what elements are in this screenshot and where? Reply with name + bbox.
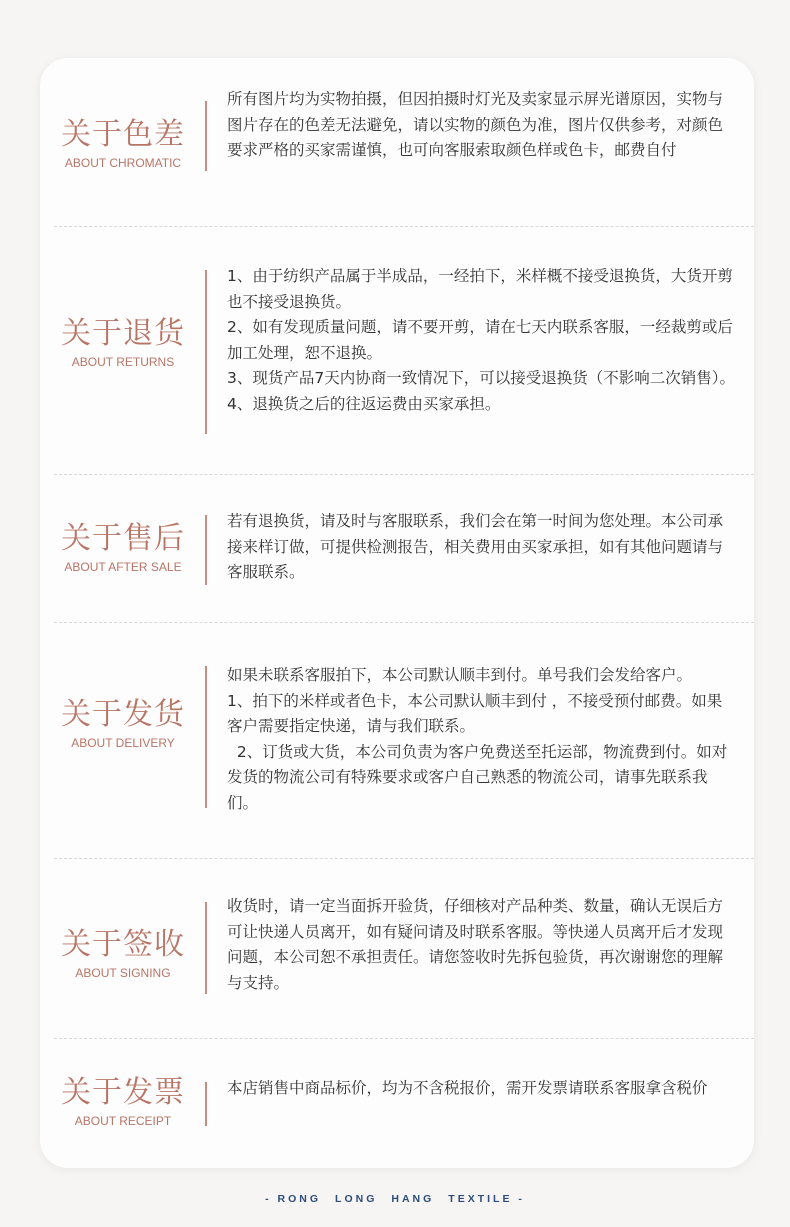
section-title-en: ABOUT CHROMATIC	[64, 156, 182, 170]
section-title-cn: 关于色差	[61, 117, 185, 152]
paragraph: 如果未联系客服拍下，本公司默认顺丰到付。单号我们会发给客户。	[227, 666, 693, 684]
paragraph: 3、现货产品7天内协商一致情况下，可以接受退换货（不影响二次销售）。	[227, 369, 735, 387]
section-body	[227, 1076, 737, 1102]
paragraph: 收货时，请一定当面拆开验货，仔细核对产品种类、数量，确认无误后方可让快递人员离开，如有疑问请及时联系客服。等快递人员离开后才发现问题，本公司恕不承担责任。请您签收时先拆包验货，再次谢谢您的理解与支持。	[227, 897, 724, 992]
footer-word: RONG	[277, 1193, 322, 1205]
info-card	[40, 58, 754, 1168]
paragraph: 本店销售中商品标价，均为不含税报价，需开发票请联系客服拿含税价	[227, 1079, 708, 1097]
section-title-en: ABOUT DELIVERY	[71, 736, 175, 750]
section-divider-line	[205, 902, 207, 994]
section-label	[40, 521, 206, 575]
section-label	[40, 1075, 206, 1129]
section-body	[227, 87, 737, 164]
section-divider-line	[205, 101, 207, 171]
section-title-en: ABOUT AFTER SALE	[64, 560, 182, 574]
footer-word: LONG	[335, 1193, 378, 1205]
dashed-divider	[54, 1038, 754, 1039]
section-body	[227, 509, 737, 586]
dashed-divider	[54, 858, 754, 859]
section-divider-line	[205, 515, 207, 585]
paragraph: 所有图片均为实物拍摄，但因拍摄时灯光及卖家显示屏光谱原因，实物与图片存在的色差无法避免，请以实物的颜色为准，图片仅供参考，对颜色要求严格的买家需谨慎，也可向客服索取颜色样或色卡，邮费自付	[227, 90, 724, 159]
section-label	[40, 316, 206, 370]
section-title-en: ABOUT RECEIPT	[74, 1114, 172, 1128]
section-divider-line	[205, 270, 207, 434]
paragraph: 1、由于纺织产品属于半成品，一经拍下，米样概不接受退换货，大货开剪也不接受退换货。	[227, 267, 733, 311]
section-title-cn: 关于签收	[61, 927, 185, 962]
section-title-cn: 关于售后	[61, 521, 185, 556]
section-divider-line	[205, 666, 207, 808]
paragraph: 若有退换货，请及时与客服联系，我们会在第一时间为您处理。本公司承接来样订做，可提供检测报告，相关费用由买家承担，如有其他问题请与客服联系。	[227, 512, 724, 581]
section-label	[40, 117, 206, 171]
section-title-cn: 关于退货	[61, 316, 185, 351]
brand-footer: - RONG LONG HANG TEXTILE -	[265, 1193, 525, 1205]
paragraph: 2、订货或大货，本公司负责为客户免费送至托运部，物流费到付。如对发货的物流公司有特殊要求或客户自己熟悉的物流公司，请事先联系我们。	[227, 742, 728, 812]
section-title-en: ABOUT RETURNS	[71, 355, 175, 369]
section-title-cn: 关于发票	[61, 1075, 185, 1110]
dashed-divider	[54, 622, 754, 623]
dashed-divider	[54, 226, 754, 227]
section-body	[227, 663, 737, 816]
paragraph: 2、如有发现质量问题，请不要开剪，请在七天内联系客服，一经裁剪或后加工处理，恕不退换。	[227, 318, 733, 362]
paragraph: 1、拍下的米样或者色卡，本公司默认顺丰到付 ，不接受预付邮费。如果客户需要指定快递，请与我们联系。	[227, 691, 723, 735]
paragraph: 4、退换货之后的往返运费由买家承担。	[227, 394, 501, 413]
section-body	[227, 894, 737, 996]
footer-word: HANG	[391, 1193, 435, 1205]
section-body	[227, 264, 737, 417]
section-label	[40, 927, 206, 981]
section-label	[40, 697, 206, 751]
section-divider-line	[205, 1082, 207, 1126]
dashed-divider	[54, 474, 754, 475]
footer-word: TEXTILE	[448, 1193, 513, 1205]
section-title-en: ABOUT SIGNING	[75, 966, 171, 980]
section-title-cn: 关于发货	[61, 697, 185, 732]
